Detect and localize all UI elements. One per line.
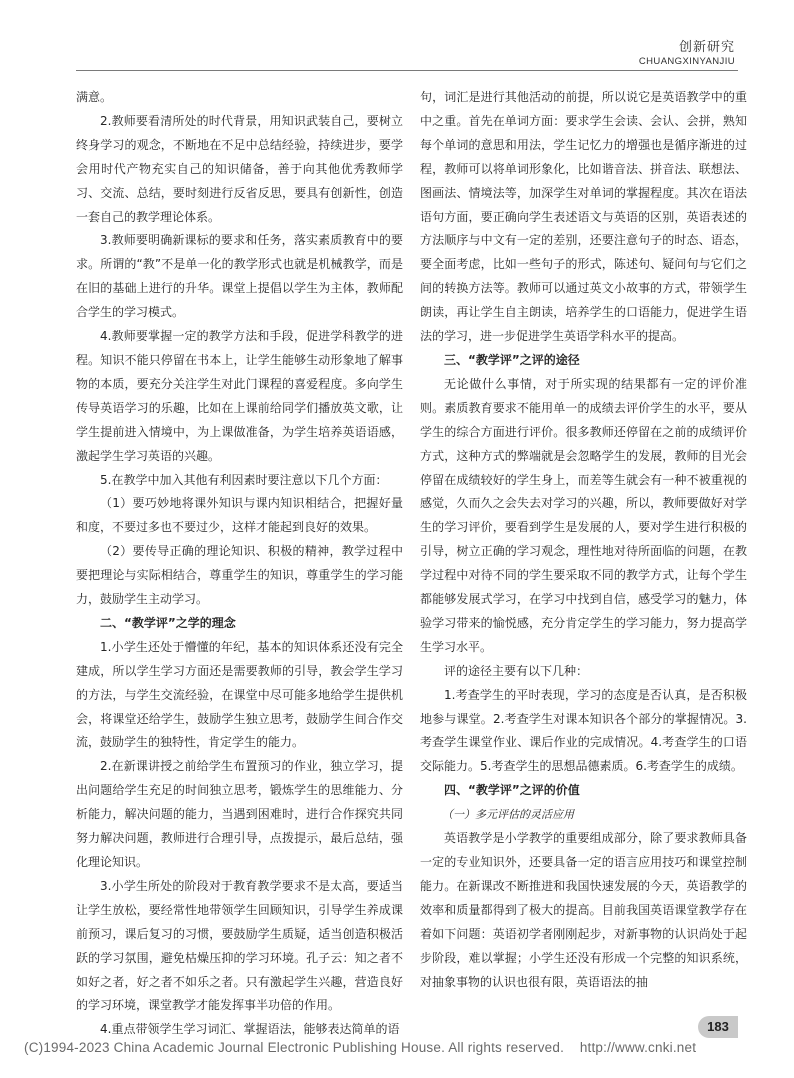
paragraph: 2.教师要看清所处的时代背景，用知识武装自己，要树立终身学习的观念，不断地在不足中总结经验，持续进步，要学会用时代产物充实自己的知识储备，善于向其他优秀教师学习、交流、总结，要时刻进行反省反思，要具有创新性，创造一套自己的教学理论体系。 (76, 113, 403, 224)
subsection-heading: （一）多元评估的灵活应用 (442, 808, 574, 822)
section-heading: 三、“教学评”之评的途径 (444, 352, 580, 367)
section-heading: 四、“教学评”之评的价值 (444, 783, 580, 798)
paragraph: 英语教学是小学教学的重要组成部分，除了要求教师具备一定的专业知识外，还要具备一定的语言应用技巧和课堂控制能力。在新课改不断推进和我国快速发展的今天，英语教学的效率和质量都得到了极大的提高。目前我国英语课堂教学存在着如下问题：英语初学者刚刚起步，对新事物的认识尚处于起步阶段，难以掌握；小学生还没有形成一个完整的知识系统，对抽象事物的认识也很有限，英语语法的抽 (420, 831, 747, 989)
paragraph: 2.在新课讲授之前给学生布置预习的作业，独立学习，提出问题给学生充足的时间独立思考，锻炼学生的思维能力、分析能力，解决问题的能力，当遇到困难时，进行合作探究共同努力解决问题，教师进行合理引导，点拨提示，最后总结，强化理论知识。 (76, 759, 403, 869)
header-divider (76, 70, 738, 71)
left-column (76, 86, 403, 1042)
paragraph: 3.小学生所处的阶段对于教育教学要求不是太高，要适当让学生放松，要经常性地带领学生回顾知识，引导学生养成课前预习，课后复习的习惯，要鼓励学生质疑，适当创造积极活跃的学习氛围，避免枯燥压抑的学习环境。孔子云：知之者不如好之者，好之者不如乐之者。只有激起学生兴趣，营造良好的学习环境，课堂教学才能发挥事半功倍的作用。 (76, 878, 403, 1013)
paragraph: 3.教师要明确新课标的要求和任务，落实素质教育中的要求。所谓的“教”不是单一化的教学形式也就是机械教学，而是在旧的基础上进行的升华。课堂上提倡以学生为主体，教师配合学生的学习模式。 (76, 233, 403, 320)
copyright-footer: (C)1994-2023 China Academic Journal Electronic Publishing House. All rights reserved. http://www.cnki.net (24, 1040, 697, 1055)
section-heading: 二、“教学评”之学的理念 (100, 615, 236, 630)
paragraph: 1.考查学生的平时表现，学习的态度是否认真，是否积极地参与课堂。2.考查学生对课本知识各个部分的掌握情况。3.考查学生课堂作业、课后作业的完成情况。4.考查学生的口语交际能力。5.考查学生的思想品德素质。6.考查学生的成绩。 (420, 687, 747, 774)
paragraph: 4.重点带领学生学习词汇、掌握语法，能够表达简单的语 (100, 1022, 400, 1037)
journal-header-subtitle: CHUANGXINYANJIU (638, 56, 735, 67)
paragraph: （1）要巧妙地将课外知识与课内知识相结合，把握好量和度，不要过多也不要过少，这样才能起到良好的效果。 (76, 496, 403, 535)
paragraph: 5.在教学中加入其他有利因素时要注意以下几个方面： (100, 472, 388, 487)
paragraph: 评的途径主要有以下几种： (444, 663, 589, 678)
right-column (420, 86, 747, 994)
paragraph: 满意。 (76, 90, 113, 104)
page-number-badge: 183 (698, 1016, 738, 1038)
paragraph: 1.小学生还处于懵懂的年纪，基本的知识体系还没有完全建成，所以学生学习方面还是需要教师的引导，教会学生学习的方法，与学生交流经验，在课堂中尽可能多地给学生提供机会，将课堂还给学生，鼓励学生独立思考，鼓励学生间合作交流，鼓励学生的独特性，肯定学生的能力。 (76, 639, 403, 750)
paragraph: 4.教师要掌握一定的教学方法和手段，促进学科教学的进程。知识不能只停留在书本上，让学生能够生动形象地了解事物的本质，要充分关注学生对此门课程的喜爱程度。多向学生传导英语学习的乐趣，比如在上课前给同学们播放英文歌，让学生提前进入情境中，为上课做准备，为学生培养英语语感，激起学生学习英语的兴趣。 (76, 329, 403, 463)
journal-header-title: 创新研究 (678, 40, 735, 55)
paragraph: 无论做什么事情，对于所实现的结果都有一定的评价准则。素质教育要求不能用单一的成绩去评价学生的水平，要从学生的综合方面进行评价。很多教师还停留在之前的成绩评价方式，这种方式的弊端就是会忽略学生的发展，教师的目光会停留在成绩较好的学生身上，而差等生就会有一种不被重视的感觉，久而久之会失去对学习的兴趣，所以，教师要做好对学生的学习评价，要看到学生是发展的人，要对学生进行积极的引导，树立正确的学习观念，理性地对待所面临的问题，在教学过程中对待不同的学生要采取不同的教学方式，让每个学生都能够发展式学习，在学习中找到自信，感受学习的魅力，体验学习带来的愉悦感，充分肯定学生的学习能力，努力提高学生学习水平。 (420, 376, 747, 654)
paragraph: （2）要传导正确的理论知识、积极的精神，教学过程中要把理论与实际相结合，尊重学生的知识，尊重学生的学习能力，鼓励学生主动学习。 (76, 544, 403, 607)
paragraph: 句，词汇是进行其他活动的前提，所以说它是英语教学中的重中之重。首先在单词方面：要求学生会读、会认、会拼，熟知每个单词的意思和用法，学生记忆力的增强也是循序渐进的过程，教师可以将单词形象化，比如谐音法、拼音法、联想法、图画法、情境法等，加深学生对单词的掌握程度。其次在语法语句方面，要正确向学生表述语文与英语的区别，英语表述的方法顺序与中文有一定的差别，还要注意句子的时态、语态，要全面考虑，比如一些句子的形式，陈述句、疑问句与它们之间的转换方法等。教师可以通过英文小故事的方式，带领学生朗读，再让学生自主朗读，培养学生的口语能力，促进学生语法的学习，进一步促进学生英语学科水平的提高。 (420, 90, 747, 344)
